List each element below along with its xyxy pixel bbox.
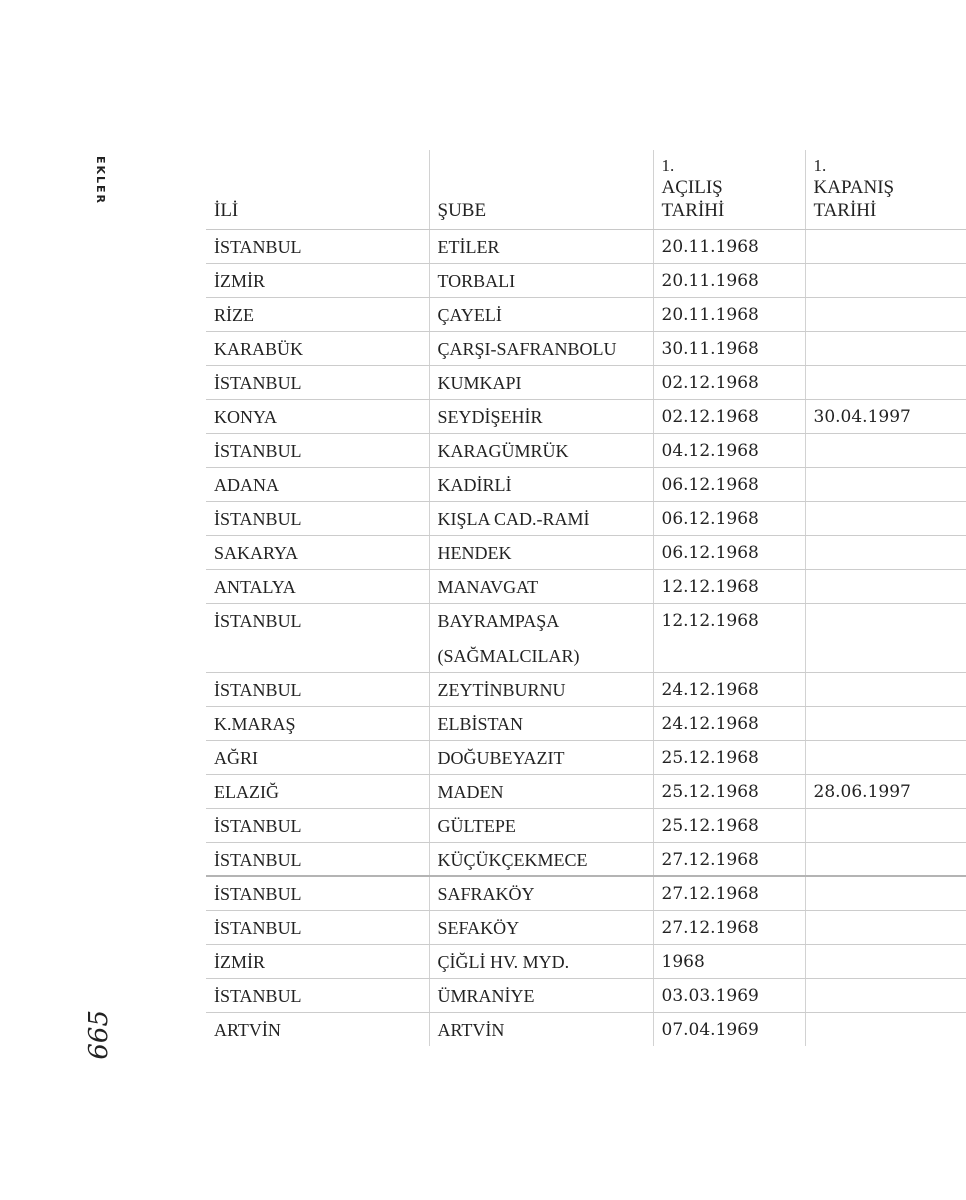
cell-sube: ÜMRANİYE xyxy=(429,978,653,1012)
cell-sube: SEYDİŞEHİR xyxy=(429,399,653,433)
table-row xyxy=(206,944,966,978)
cell-kapanis xyxy=(805,365,966,399)
table-row xyxy=(206,569,966,603)
cell-il: SAKARYA xyxy=(206,535,429,569)
cell-kapanis xyxy=(805,535,966,569)
cell-il: İSTANBUL xyxy=(206,910,429,944)
cell-sube: ÇARŞI-SAFRANBOLU xyxy=(429,331,653,365)
cell-acilis: 24.12.1968 xyxy=(653,706,805,740)
cell-sube: KUMKAPI xyxy=(429,365,653,399)
cell-kapanis xyxy=(805,433,966,467)
cell-acilis: 04.12.1968 xyxy=(653,433,805,467)
cell-kapanis xyxy=(805,910,966,944)
cell-il: İSTANBUL xyxy=(206,433,429,467)
cell-il: İSTANBUL xyxy=(206,229,429,263)
cell-kapanis: 30.04.1997 xyxy=(805,399,966,433)
cell-acilis: 06.12.1968 xyxy=(653,501,805,535)
cell-sube: SAFRAKÖY xyxy=(429,876,653,910)
cell-kapanis xyxy=(805,876,966,910)
cell-il: İSTANBUL xyxy=(206,808,429,842)
cell-acilis: 27.12.1968 xyxy=(653,842,805,876)
cell-acilis: 06.12.1968 xyxy=(653,467,805,501)
header-acilis-line1: AÇILIŞ xyxy=(661,176,723,198)
table-row xyxy=(206,297,966,331)
table-row xyxy=(206,672,966,706)
header-kapanis-line1: KAPANIŞ xyxy=(813,176,895,198)
cell-il: İSTANBUL xyxy=(206,672,429,706)
cell-acilis: 06.12.1968 xyxy=(653,535,805,569)
cell-sube: MANAVGAT xyxy=(429,569,653,603)
cell-acilis: 20.11.1968 xyxy=(653,263,805,297)
table-row xyxy=(206,978,966,1012)
header-acilis-line2: TARİHİ xyxy=(661,199,725,221)
cell-acilis: 25.12.1968 xyxy=(653,740,805,774)
header-kapanis-line2: TARİHİ xyxy=(813,199,877,221)
cell-sube: MADEN xyxy=(429,774,653,808)
cell-il: İSTANBUL xyxy=(206,365,429,399)
header-sube-label: ŞUBE xyxy=(437,199,487,221)
cell-kapanis xyxy=(805,603,966,672)
cell-il: İSTANBUL xyxy=(206,876,429,910)
table-row xyxy=(206,1012,966,1046)
table-row xyxy=(206,706,966,740)
cell-kapanis xyxy=(805,944,966,978)
cell-sube: TORBALI xyxy=(429,263,653,297)
cell-kapanis xyxy=(805,978,966,1012)
table-row xyxy=(206,467,966,501)
cell-sube: ÇAYELİ xyxy=(429,297,653,331)
cell-acilis: 20.11.1968 xyxy=(653,297,805,331)
cell-il: İZMİR xyxy=(206,944,429,978)
cell-acilis: 24.12.1968 xyxy=(653,672,805,706)
cell-sube: KIŞLA CAD.-RAMİ xyxy=(429,501,653,535)
cell-sube: ELBİSTAN xyxy=(429,706,653,740)
table-row xyxy=(206,365,966,399)
table-row xyxy=(206,331,966,365)
cell-acilis: 1968 xyxy=(653,944,805,978)
cell-il: İSTANBUL xyxy=(206,978,429,1012)
cell-kapanis xyxy=(805,706,966,740)
table-row xyxy=(206,910,966,944)
cell-kapanis xyxy=(805,672,966,706)
cell-sube xyxy=(429,603,653,672)
cell-sube: KARAGÜMRÜK xyxy=(429,433,653,467)
cell-il: İZMİR xyxy=(206,263,429,297)
cell-kapanis xyxy=(805,331,966,365)
cell-sube: DOĞUBEYAZIT xyxy=(429,740,653,774)
cell-il: K.MARAŞ xyxy=(206,706,429,740)
header-sube xyxy=(429,150,653,229)
section-label: EKLER xyxy=(94,156,107,206)
cell-kapanis: 28.06.1997 xyxy=(805,774,966,808)
cell-acilis: 20.11.1968 xyxy=(653,229,805,263)
cell-acilis: 12.12.1968 xyxy=(653,569,805,603)
header-row xyxy=(206,150,966,229)
cell-sube-line1: BAYRAMPAŞA xyxy=(437,610,560,631)
cell-kapanis xyxy=(805,467,966,501)
branch-table xyxy=(206,150,966,1046)
cell-kapanis xyxy=(805,808,966,842)
cell-sube: ZEYTİNBURNU xyxy=(429,672,653,706)
table-row xyxy=(206,501,966,535)
cell-sube: ÇİĞLİ HV. MYD. xyxy=(429,944,653,978)
cell-il: RİZE xyxy=(206,297,429,331)
table-row xyxy=(206,535,966,569)
cell-acilis: 25.12.1968 xyxy=(653,774,805,808)
cell-il: AĞRI xyxy=(206,740,429,774)
branch-table-container xyxy=(206,150,911,1057)
cell-acilis: 02.12.1968 xyxy=(653,365,805,399)
cell-kapanis xyxy=(805,842,966,876)
cell-kapanis xyxy=(805,263,966,297)
cell-acilis: 27.12.1968 xyxy=(653,910,805,944)
table-row xyxy=(206,399,966,433)
cell-sube: ARTVİN xyxy=(429,1012,653,1046)
cell-il: İSTANBUL xyxy=(206,842,429,876)
cell-kapanis xyxy=(805,229,966,263)
cell-acilis: 03.03.1969 xyxy=(653,978,805,1012)
header-kapanis xyxy=(805,150,966,229)
cell-il: ANTALYA xyxy=(206,569,429,603)
table-row xyxy=(206,808,966,842)
cell-acilis: 25.12.1968 xyxy=(653,808,805,842)
cell-il: KARABÜK xyxy=(206,331,429,365)
table-row xyxy=(206,740,966,774)
table-row xyxy=(206,842,966,876)
table-row xyxy=(206,433,966,467)
cell-sube: KADİRLİ xyxy=(429,467,653,501)
table-row xyxy=(206,774,966,808)
cell-sube: KÜÇÜKÇEKMECE xyxy=(429,842,653,876)
cell-il: ELAZIĞ xyxy=(206,774,429,808)
header-acilis xyxy=(653,150,805,229)
cell-il: İSTANBUL xyxy=(206,501,429,535)
cell-acilis: 27.12.1968 xyxy=(653,876,805,910)
cell-kapanis xyxy=(805,569,966,603)
cell-il: ADANA xyxy=(206,467,429,501)
cell-acilis: 30.11.1968 xyxy=(653,331,805,365)
cell-kapanis xyxy=(805,1012,966,1046)
cell-il: KONYA xyxy=(206,399,429,433)
table-row xyxy=(206,876,966,910)
header-il xyxy=(206,150,429,229)
page-number: 665 xyxy=(84,1010,114,1060)
cell-sube: SEFAKÖY xyxy=(429,910,653,944)
cell-il: ARTVİN xyxy=(214,1019,281,1040)
table-row xyxy=(206,229,966,263)
cell-sube-line2: (SAĞMALCILAR) xyxy=(437,645,580,666)
header-il-label: İLİ xyxy=(214,199,239,221)
table-row xyxy=(206,603,966,672)
header-kapanis-number: 1. xyxy=(813,155,827,175)
cell-sube: GÜLTEPE xyxy=(429,808,653,842)
header-acilis-number: 1. xyxy=(661,155,675,175)
cell-acilis: 12.12.1968 xyxy=(653,603,805,672)
cell-kapanis xyxy=(805,501,966,535)
cell-il: İSTANBUL xyxy=(206,603,429,672)
cell-acilis: 07.04.1969 xyxy=(653,1012,805,1046)
cell-sube: ETİLER xyxy=(429,229,653,263)
table-row xyxy=(206,263,966,297)
cell-kapanis xyxy=(805,297,966,331)
cell-kapanis xyxy=(805,740,966,774)
cell-sube: HENDEK xyxy=(429,535,653,569)
cell-acilis: 02.12.1968 xyxy=(653,399,805,433)
